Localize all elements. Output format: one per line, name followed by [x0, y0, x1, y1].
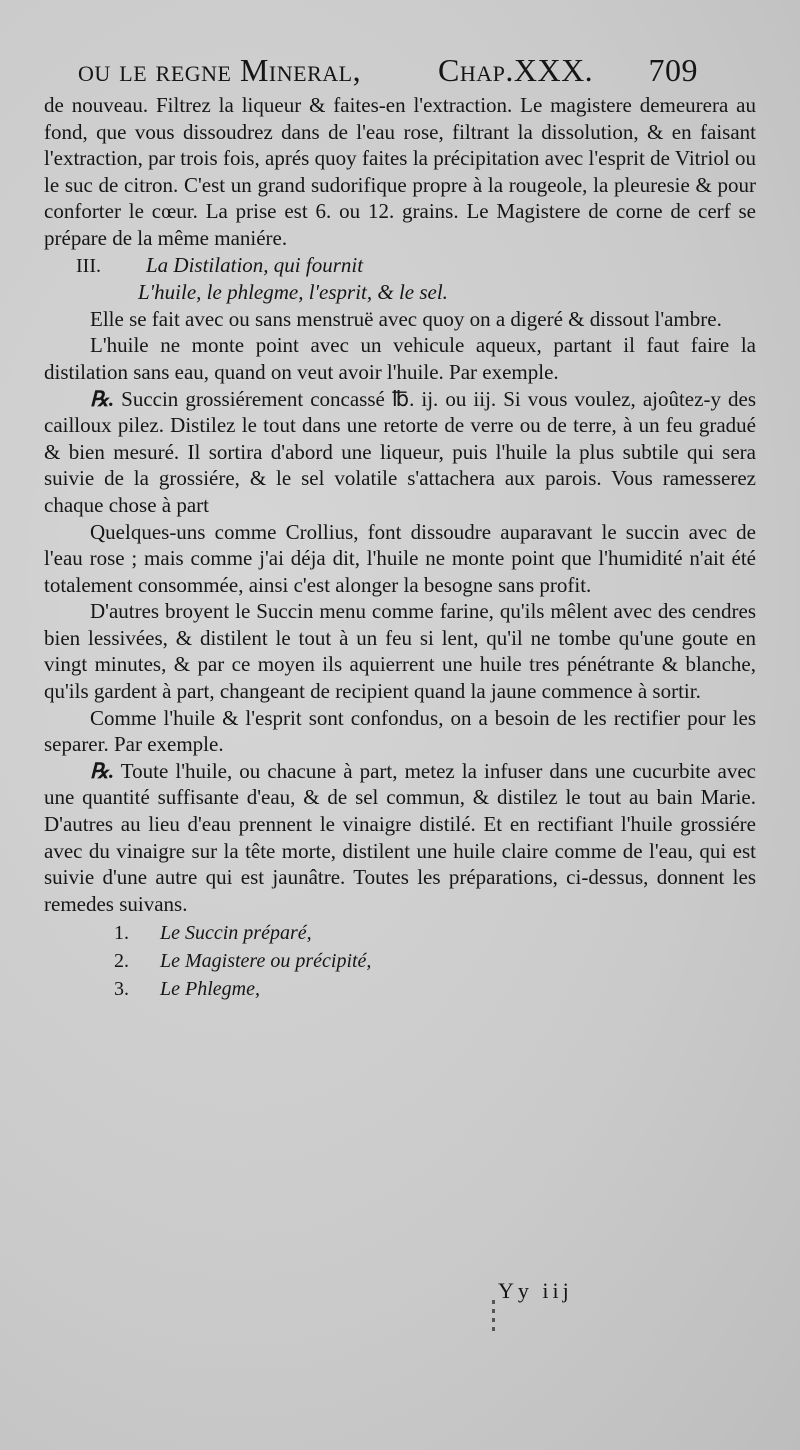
paragraph-continuation: de nouveau. Filtrez la liqueur & faites-en l'extraction. Le magistere demeurera au fond, que vous dissoudrez dans de l'eau rose, filtrant la dissolution, & en faisant l'extraction, par trois fois, aprés quoy faites la précipitation avec l'esprit de Vitriol ou le suc de citron. C'est un grand sudorifique propre à la rougeole, la pleuresie & pour conforter le cœur. La prise est 6. ou 12. grains. Le Magistere de corne de cerf se prépare de la même maniére. — [44, 93, 756, 250]
section-title-line-2: L'huile, le phlegme, l'esprit, & le sel. — [138, 280, 448, 305]
running-title: ou le regne Mineral, — [78, 52, 362, 88]
list-item-number: 3. — [114, 978, 129, 1001]
book-page — [44, 48, 756, 1003]
recipe-symbol: ℞. — [90, 386, 115, 411]
recipe-paragraph — [44, 758, 756, 918]
list-item-text: Le Succin préparé, — [160, 922, 312, 945]
recipe-symbol: ℞. — [90, 758, 115, 783]
page-number: 709 — [648, 52, 698, 88]
section-number: III. — [76, 254, 101, 277]
paragraph: Quelques-uns comme Crollius, font dissoudre auparavant le succin avec de l'eau rose ; mais comme j'ai déja dit, l'huile ne monte point que l'humidité n'ait été totalement consommée, ainsi c'est alonger la besogne sans profit. — [44, 519, 756, 597]
recipe-text: Succin grossiérement concassé ℔. ij. ou iij. Si vous voulez, ajoûtez-y des cailloux pilez. Distilez le tout dans une retorte de verre ou de terre, à un feu gradué & bien mesuré. Il sortira d'abord une liqueur, puis l'huile la plus subtile qui sera suivie de la grossiére, & le sel volatile s'attachera aux parois. Vous ramesserez chaque chose à part — [44, 386, 756, 517]
paragraph: Comme l'huile & l'esprit sont confondus, on a besoin de les rectifier pour les separer. Par exemple. — [44, 705, 756, 757]
body-text — [44, 92, 756, 917]
signature-mark: Yy iij — [498, 1278, 573, 1303]
remedies-list — [44, 919, 756, 1003]
list-item-text: Le Phlegme, — [160, 978, 260, 1001]
fold-mark — [492, 1300, 495, 1334]
section-heading — [44, 252, 756, 280]
list-item-number: 2. — [114, 950, 129, 973]
recipe-text: Toute l'huile, ou chacune à part, metez la infuser dans une cucurbite avec une quantité suffisante d'eau, & de sel commun, & distilez le tout au bain Marie. D'autres au lieu d'eau prennent le vinaigre distilé. Et en rectifiant l'huile grossiére avec du vinaigre sur la tête morte, distilent une huile claire comme de l'eau, qui est suivie d'une autre qui est jaunâtre. Toutes les préparations, ci-dessus, donnent les remedes suivans. — [44, 758, 756, 916]
paragraph: D'autres broyent le Succin menu comme farine, qu'ils mêlent avec des cendres bien lessivées, & distilent le tout à un feu si lent, qu'il ne tombe qu'une goute en vingt minutes, & par ce moyen ils aquierrent une huile tres pénétrante & blanche, qu'ils gardent à part, changeant de recipient quand la jaune commence à sortir. — [44, 599, 756, 704]
list-item — [44, 919, 756, 947]
recipe-paragraph — [44, 386, 756, 519]
list-item — [44, 947, 756, 975]
running-header — [44, 48, 756, 92]
paragraph: Elle se fait avec ou sans menstruë avec quoy on a digeré & dissout l'ambre. — [90, 306, 722, 331]
list-item-text: Le Magistere ou précipité, — [160, 950, 372, 973]
section-title-line-1: La Distilation, qui fournit — [146, 252, 364, 277]
paragraph: L'huile ne monte point avec un vehicule aqueux, partant il faut faire la distilation sans eau, quand on veut avoir l'huile. Par exemple. — [44, 333, 756, 384]
list-item-number: 1. — [114, 922, 129, 945]
chapter-label: Chap.XXX. — [438, 52, 594, 88]
list-item — [44, 975, 756, 1003]
